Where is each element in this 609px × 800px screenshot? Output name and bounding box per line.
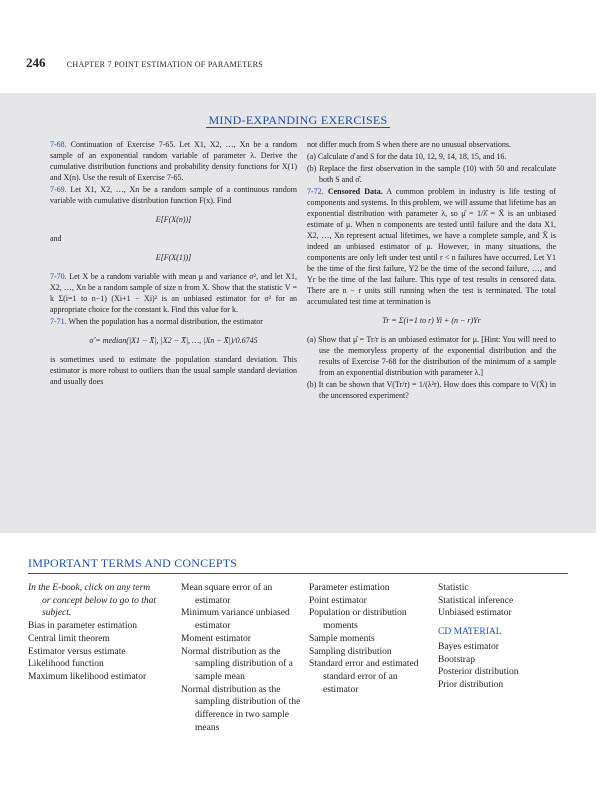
page-header — [26, 55, 263, 71]
term-link[interactable]: Likelihood function — [28, 659, 104, 670]
term-link[interactable]: Central limit theorem — [28, 633, 110, 644]
term-link[interactable]: Sampling distribution — [309, 646, 392, 657]
cd-material-heading: CD MATERIAL — [438, 627, 502, 638]
terms-column-2 — [181, 582, 307, 734]
term-link[interactable]: Bootstrap — [438, 654, 475, 665]
term-link[interactable]: Bias in parameter estimation — [28, 621, 137, 632]
term-link[interactable]: Minimum variance unbiased estimator — [181, 608, 290, 632]
exercise-7-70: 7-70. Let X be a random variable with mean μ and variance σ², and let X1, X2, …, Xn be a random sample of size n from X. Show that the statistic V = k Σ(i=1 to n−1) (Xi+1 − Xi)² is an unbiased estimator for σ² for an appropriate choice for the constant k. Find this value for k. — [50, 272, 298, 314]
equation-median-estimator: σ̂ = median(|X1 − X̄|, |X2 − X̄|, …, |Xn − X̄|)/0.6745 — [89, 336, 258, 345]
exercise-7-72-part-b: (b) It can be shown that V(Tr/r) = 1/(λ²r). How does this compare to V(X̄) in the uncensored experiment? — [307, 380, 556, 400]
terms-title: IMPORTANT TERMS AND CONCEPTS — [28, 556, 238, 570]
term-link[interactable]: Sample moments — [309, 633, 375, 644]
chapter-title: CHAPTER 7 POINT ESTIMATION OF PARAMETERS — [66, 60, 263, 69]
exercises-left-column — [50, 139, 297, 388]
term-link[interactable]: Point estimator — [309, 595, 367, 606]
term-link[interactable]: Statistical inference — [438, 595, 514, 606]
exercise-7-71-part-b: (b) Replace the first observation in the sample (10) with 50 and recalculate both S and σ̂. — [307, 164, 556, 184]
exercise-7-72: 7-72. Censored Data. A common problem in industry is life testing of components and systems. In this problem, we will assume that lifetime has an exponential distribution with parameter λ, so μ̂ = 1/λ̂ = X̄ is an unbiased estimate of μ. When n components are tested until failure and the data X1, X2, …, Xn represent actual lifetimes, we have a complete sample, and X̄ is indeed an unbiased estimator of μ. However, in many situations, the components are only left under test until r < n failures have occurred. Let Y1 be the time of the first failure, Y2 be the time of the second failure, …, and Yr be the time of the last failure. This type of test results in censored data. There are n − r units still running when the test is terminated. The total accumulated test time at termination is — [307, 187, 556, 306]
term-link[interactable]: Estimator versus estimate — [28, 646, 126, 657]
and-text: and — [50, 234, 62, 243]
terms-column-3 — [309, 582, 429, 696]
term-link[interactable]: Population or distribution moments — [309, 608, 407, 632]
term-link[interactable]: Normal distribution as the sampling distribution of the difference in two sample means — [181, 684, 301, 733]
term-link[interactable]: Standard error and estimated standard error of an estimator — [309, 659, 419, 695]
term-link[interactable]: Statistic — [438, 583, 469, 593]
exercise-7-71-part-a: (a) Calculate σ̂ and S for the data 10, 12, 9, 14, 18, 15, and 16. — [307, 152, 507, 161]
term-link[interactable]: Posterior distribution — [438, 667, 519, 678]
exercises-box — [0, 93, 596, 533]
exercise-7-71-cont-text: not differ much from S when there are no unusual observations. — [307, 140, 512, 149]
term-link[interactable]: Maximum likelihood estimator — [28, 671, 147, 682]
exercise-7-71-continued: is sometimes used to estimate the population standard deviation. This estimator is more robust to outliers than the usual sample standard deviation and usually does — [50, 355, 297, 386]
equation-total-test-time: Tr = Σ(i=1 to r) Yi + (n − r)Yr — [382, 316, 481, 325]
equation-expected-max: E[F(X(n))] — [155, 215, 192, 224]
term-link[interactable]: Mean square error of an estimator — [181, 583, 273, 606]
terms-intro: In the E-book, click on any term or concept below to go to that subject. — [28, 583, 156, 619]
term-link[interactable]: Prior distribution — [438, 679, 504, 690]
terms-column-4 — [438, 582, 568, 692]
term-link[interactable]: Moment estimator — [181, 633, 251, 644]
equation-expected-min: E[F(X(1))] — [155, 253, 192, 262]
exercises-right-column — [307, 139, 556, 402]
term-link[interactable]: Normal distribution as the sampling distribution of a sample mean — [181, 646, 293, 682]
terms-divider — [28, 573, 568, 574]
terms-column-1 — [28, 582, 160, 684]
exercise-7-68: 7-68. Continuation of Exercise 7-65. Let X1, X2, …, Xn be a random sample of an exponential random variable of parameter λ. Derive the cumulative distribution functions and probability density functions for X(1) and X(n). Use the result of Exercise 7-65. — [50, 140, 297, 182]
exercises-title: MIND-EXPANDING EXERCISES — [208, 113, 388, 127]
exercise-7-71: 7-71. When the population has a normal distribution, the estimator — [50, 317, 263, 326]
term-link[interactable]: Unbiased estimator — [438, 608, 512, 619]
exercise-7-69: 7-69. Let X1, X2, …, Xn be a random sample of a continuous random variable with cumulative distribution function F(x). Find — [50, 185, 298, 205]
term-link[interactable]: Parameter estimation — [309, 583, 390, 593]
page-number: 246 — [26, 55, 46, 70]
term-link[interactable]: Bayes estimator — [438, 641, 499, 652]
exercise-7-72-part-a: (a) Show that μ̂ = Tr/r is an unbiased estimator for μ. [Hint: You will need to use the memoryless property of the exponential distribution and the results of Exercise 7-68 for the distribution of the minimum of a sample from an exponential distribution with parameter λ.] — [307, 335, 556, 377]
